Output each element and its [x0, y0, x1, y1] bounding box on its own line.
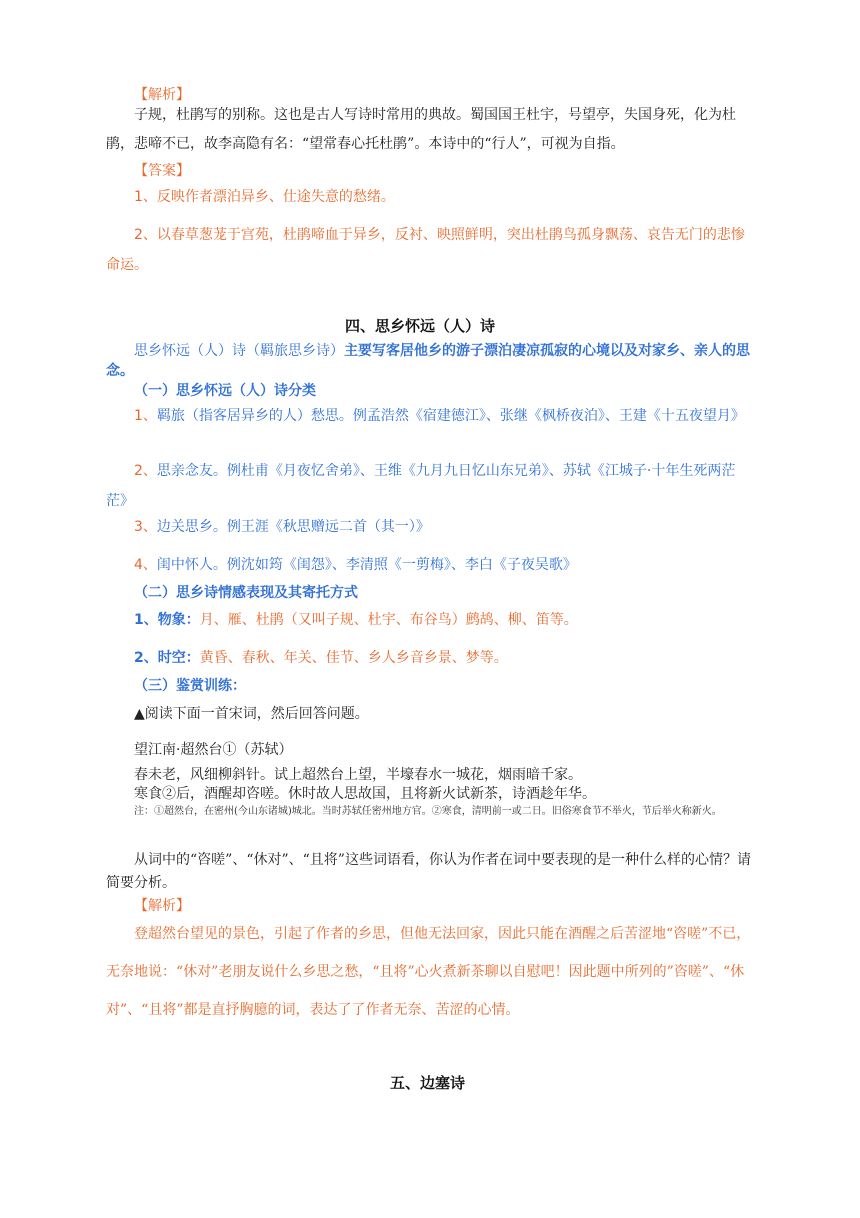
poem-line-1: 春未老，风细柳斜针。试上超然台上望，半壕春水一城花，烟雨暗千家。 [134, 767, 582, 783]
shikong-label: 2、时空： [134, 650, 200, 666]
intro-bold: 主要写客居他乡的游子漂泊凄凉孤寂的心境以及对家乡、亲人的思念。 [106, 343, 750, 379]
section4-intro [106, 341, 756, 381]
answer-2: 2、以春草葱茏于宫苑，杜鹃啼血于异乡，反衬、映照鲜明，突出杜鹃鸟孤身飘荡、哀告无门的悲惨命运。 [106, 227, 745, 273]
poem-line-2: 寒食②后，酒醒却咨嗟。休时故人思故国，且将新火试新茶，诗酒趁年华。 [134, 786, 596, 802]
category-item-2 [106, 456, 756, 516]
item-num: 3、 [134, 519, 157, 535]
poem-note: 注：①超然台，在密州(今山东诸城)城北。当时苏轼任密州地方官。②寒食，清明前一或二日。旧俗寒食节不举火，节后举火称新火。 [134, 806, 722, 817]
wuxiang-label: 1、物象： [134, 612, 200, 628]
wuxiang-line [134, 607, 578, 633]
analysis-label-1: 【解析】 [134, 87, 190, 103]
shikong-line [134, 645, 508, 671]
category-item-1 [106, 401, 756, 431]
answer-1: 1、反映作者漂泊异乡、仕途失意的愁绪。 [134, 189, 395, 205]
analysis-text-1: 子规，杜鹃写的别称。这也是古人写诗时常用的典故。蜀国国王杜宇，号望亭，失国身死，化为杜鹃，悲啼不已，故李高隐有名：“望常春心托杜鹃”。本诗中的“行人”，可视为自指。 [106, 107, 736, 152]
category-item-3 [134, 514, 430, 540]
section5-title: 五、边塞诗 [390, 1074, 466, 1092]
wuxiang-text: 月、雁、杜鹃（又叫子规、杜宇、布谷鸟）鹧鸪、柳、笛等。 [199, 612, 578, 628]
item-text: 思亲念友。例杜甫《月夜忆舍弟》、王维《九月九日忆山东兄弟》、苏轼《江城子·十年生死两茫茫》 [106, 463, 736, 509]
item-num: 1、 [134, 408, 157, 424]
analysis-text-2: 登超然台望见的景色，引起了作者的乡思，但他无法回家，因此只能在酒醒之后苦涩地“咨嗟”不已，无奈地说：“休对”老朋友说什么乡思之愁，“且将”心火煮新茶聊以自慰吧！因此题中所列的”咨嗟”、“休对”、“且将”都是直抒胸臆的词，表达了了作者无奈、苦涩的心情。 [106, 926, 751, 1018]
subheading-1: （一）思乡怀远（人）诗分类 [134, 383, 316, 399]
item-text: 边关思乡。例王涯《秋思赠远二首（其一）》 [156, 519, 430, 535]
poem-title: 望江南·超然台①（苏轼） [134, 742, 293, 758]
answer-label: 【答案】 [134, 163, 190, 179]
shikong-text: 黄昏、春秋、年关、佳节、乡人乡音乡景、梦等。 [199, 650, 508, 666]
instruction: ▲阅读下面一首宋词，然后回答问题。 [134, 706, 369, 722]
item-num: 2、 [134, 463, 157, 479]
item-num: 4、 [134, 557, 157, 573]
category-item-4 [134, 552, 577, 578]
intro-plain: 思乡怀远（人）诗（羁旅思乡诗） [134, 343, 344, 359]
section4-title: 四、思乡怀远（人）诗 [345, 317, 496, 335]
subheading-3: （三）鉴赏训练： [134, 678, 246, 694]
analysis-label-2: 【解析】 [134, 898, 190, 914]
question: 从词中的“咨嗟”、“休对”、“且将”这些词语看，你认为作者在词中要表现的是一种什么样的心情？请简要分析。 [106, 852, 751, 891]
item-text: 羁旅（指客居异乡的人）愁思。例孟浩然《宿建德江》、张继《枫桥夜泊》、王建《十五夜望月》 [156, 408, 745, 424]
item-text: 闺中怀人。例沈如筠《闺怨》、李清照《一剪梅》、李白《子夜吴歌》 [156, 557, 577, 573]
subheading-2: （二）思乡诗情感表现及其寄托方式 [134, 585, 358, 601]
